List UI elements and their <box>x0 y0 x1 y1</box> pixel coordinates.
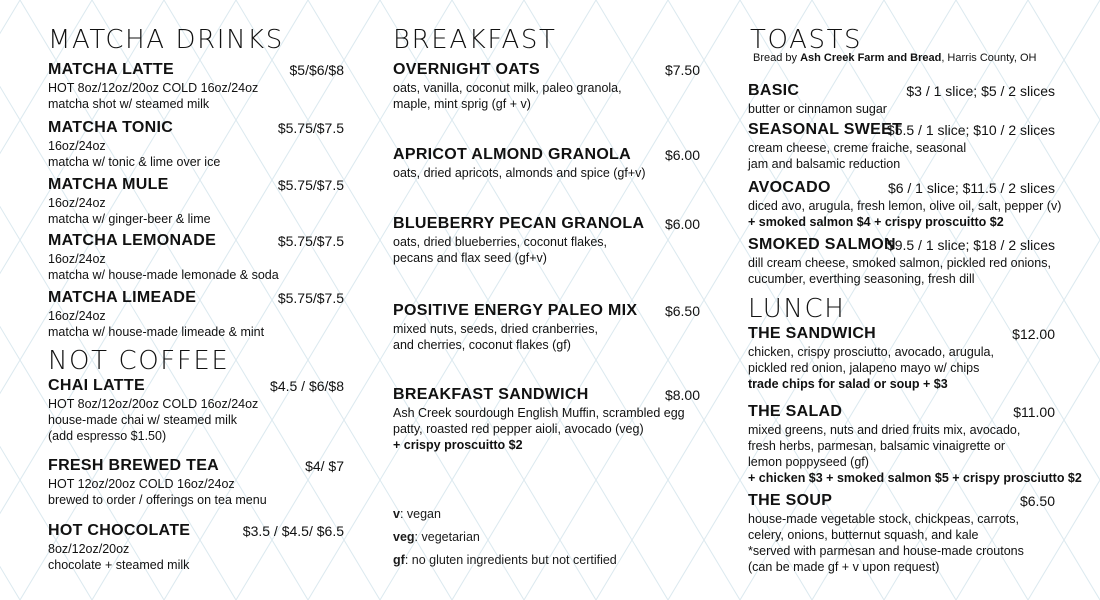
item-description-line: HOT 8oz/12oz/20oz COLD 16oz/24oz <box>48 397 259 411</box>
menu-item-chai-latte <box>48 376 344 444</box>
menu-item-breakfast-sandwich <box>393 385 700 453</box>
item-description-line: celery, onions, butternut squash, and kale <box>748 528 979 542</box>
item-name: MATCHA MULE <box>48 176 169 193</box>
item-price: $6 / 1 slice; $11.5 / 2 slices <box>887 180 1055 196</box>
item-description-line: and cherries, coconut flakes (gf) <box>393 338 571 352</box>
menu-item-matcha-lemonade <box>48 231 344 283</box>
item-description-line: house-made chai w/ steamed milk <box>48 413 237 427</box>
item-price: $5/$6/$8 <box>289 62 344 78</box>
item-price: $3.5 / $4.5/ $6.5 <box>242 523 344 539</box>
item-description-line: oats, vanilla, coconut milk, paleo granola, <box>393 81 622 95</box>
item-name: AVOCADO <box>748 179 831 196</box>
item-name: THE SANDWICH <box>748 325 877 342</box>
item-name: SEASONAL SWEET <box>748 121 903 138</box>
item-name: THE SALAD <box>748 403 843 420</box>
item-name: FRESH BREWED TEA <box>48 457 220 474</box>
item-header <box>748 324 1055 344</box>
item-price: $6.00 <box>664 147 700 163</box>
item-header <box>48 521 344 541</box>
item-description-line: butter or cinnamon sugar <box>748 102 887 116</box>
item-price: $5.75/$7.5 <box>277 177 344 193</box>
item-name: MATCHA TONIC <box>48 119 174 136</box>
item-name: BREAKFAST SANDWICH <box>393 386 589 403</box>
bread-credit-suffix: , Harris County, OH <box>941 52 1037 64</box>
item-price: $5.75/$7.5 <box>277 120 344 136</box>
item-name: MATCHA LEMONADE <box>48 232 217 249</box>
item-price: $4/ $7 <box>305 458 344 474</box>
item-description-line: 16oz/24oz <box>48 139 106 153</box>
menu-item-hot-chocolate <box>48 521 344 573</box>
item-name: SMOKED SALMON <box>748 236 896 253</box>
pattern-line <box>0 0 20 600</box>
item-description-line: (add espresso $1.50) <box>48 429 167 443</box>
menu-item-fresh-brewed-tea <box>48 456 344 508</box>
item-price: $6.50 <box>664 303 700 319</box>
item-header <box>393 145 700 165</box>
section-title-matcha-drinks: MATCHA DRINKS <box>48 25 284 55</box>
item-name: APRICOT ALMOND GRANOLA <box>393 146 631 163</box>
item-description-line: chocolate + steamed milk <box>48 558 190 572</box>
item-description-line: 16oz/24oz <box>48 309 106 323</box>
menu-item-smoked-salmon <box>748 235 1055 287</box>
item-description-line: mixed nuts, seeds, dried cranberries, <box>393 322 598 336</box>
right-column <box>748 0 1082 600</box>
item-description-line: HOT 12oz/20oz COLD 16oz/24oz <box>48 477 235 491</box>
item-header <box>748 491 1055 511</box>
item-description-line: oats, dried blueberries, coconut flakes, <box>393 235 608 249</box>
toasts-bread-credit <box>753 52 1036 64</box>
item-description-line: diced avo, arugula, fresh lemon, olive oil, salt, pepper (v) <box>748 199 1062 213</box>
legend-description: : no gluten ingredients but not certified <box>404 553 617 567</box>
item-name: POSITIVE ENERGY PALEO MIX <box>393 302 638 319</box>
item-add-on: + crispy proscuitto $2 <box>393 438 523 452</box>
item-header <box>748 235 1055 255</box>
item-description-line: maple, mint sprig (gf + v) <box>393 97 531 111</box>
menu-item-the-salad <box>748 402 1082 486</box>
item-header <box>48 288 344 308</box>
item-description-line: mixed greens, nuts and dried fruits mix, avocado, <box>748 423 1021 437</box>
item-price: $6.50 <box>1019 493 1055 509</box>
item-header <box>48 118 344 138</box>
item-price: $5.75/$7.5 <box>277 233 344 249</box>
item-description-line: matcha w/ house-made lemonade & soda <box>48 268 279 282</box>
menu-item-positive-energy-paleo-mix <box>393 301 700 353</box>
section-title-lunch: LUNCH <box>748 294 846 324</box>
item-header <box>748 402 1055 422</box>
item-description-line: pecans and flax seed (gf+v) <box>393 251 547 265</box>
item-description-line: matcha w/ house-made limeade & mint <box>48 325 265 339</box>
item-description-line: matcha w/ tonic & lime over ice <box>48 155 221 169</box>
item-description-line: 16oz/24oz <box>48 252 106 266</box>
section-title-not-coffee: NOT COFFEE <box>48 346 230 376</box>
bread-credit-prefix: Bread by <box>753 52 801 64</box>
item-description-line: cucumber, everthing seasoning, fresh dill <box>748 272 975 286</box>
item-price: $5.75/$7.5 <box>277 290 344 306</box>
pattern-line <box>0 0 20 600</box>
bread-credit-bakery: Ash Creek Farm and Bread <box>800 52 942 64</box>
item-add-on: + chicken $3 + smoked salmon $5 + crispy prosciutto $2 <box>748 471 1082 485</box>
menu-item-overnight-oats <box>393 60 700 112</box>
item-description-line: HOT 8oz/12oz/20oz COLD 16oz/24oz <box>48 81 259 95</box>
item-name: OVERNIGHT OATS <box>393 61 541 78</box>
item-description-line: house-made vegetable stock, chickpeas, carrots, <box>748 512 1019 526</box>
item-description-line: fresh herbs, parmesan, balsamic vinaigrette or <box>748 439 1006 453</box>
item-name: BLUEBERRY PECAN GRANOLA <box>393 215 645 232</box>
legend-description: : vegan <box>399 507 441 521</box>
item-add-on: trade chips for salad or soup + $3 <box>748 377 948 391</box>
item-name: CHAI LATTE <box>48 377 145 394</box>
item-price: $9.5 / 1 slice; $18 / 2 slices <box>886 237 1055 253</box>
item-header <box>748 120 1055 140</box>
item-description-line: patty, roasted red pepper aioli, avocado (veg) <box>393 422 644 436</box>
item-header <box>393 385 700 405</box>
item-description-line: jam and balsamic reduction <box>748 157 901 171</box>
item-header <box>393 60 700 80</box>
menu-item-the-sandwich <box>748 324 1055 392</box>
item-price: $8.00 <box>664 387 700 403</box>
item-description-line: Ash Creek sourdough English Muffin, scrambled egg <box>393 406 685 420</box>
menu-item-matcha-limeade <box>48 288 344 340</box>
menu-item-blueberry-pecan-granola <box>393 214 700 266</box>
item-header <box>393 214 700 234</box>
item-description-line: 8oz/12oz/20oz <box>48 542 130 556</box>
menu-item-seasonal-sweet <box>748 120 1055 172</box>
item-header <box>48 175 344 195</box>
legend-key: veg <box>393 530 415 544</box>
item-name: THE SOUP <box>748 492 833 509</box>
legend-description: : vegetarian <box>414 530 480 544</box>
item-price: $7.50 <box>664 62 700 78</box>
item-price: $12.00 <box>1012 326 1055 342</box>
item-name: MATCHA LATTE <box>48 61 174 78</box>
item-description-line: matcha w/ ginger-beer & lime <box>48 212 211 226</box>
item-price: $11.00 <box>1013 404 1055 420</box>
item-description-line: pickled red onion, jalapeno mayo w/ chips <box>748 361 980 375</box>
left-column <box>48 0 344 600</box>
item-header <box>48 456 344 476</box>
menu-item-avocado <box>748 178 1062 230</box>
legend-entry-veg <box>393 530 480 544</box>
item-add-on: + smoked salmon $4 + crispy proscuitto $2 <box>748 215 1004 229</box>
legend-key: v <box>393 507 400 521</box>
item-description-line: dill cream cheese, smoked salmon, pickled red onions, <box>748 256 1051 270</box>
item-price: $6.00 <box>664 216 700 232</box>
item-description-line: chicken, crispy prosciutto, avocado, arugula, <box>748 345 994 359</box>
item-description-line: cream cheese, creme fraiche, seasonal <box>748 141 967 155</box>
item-description-line: oats, dried apricots, almonds and spice (gf+v) <box>393 166 646 180</box>
item-name: MATCHA LIMEADE <box>48 289 197 306</box>
section-title-toasts: TOASTS <box>750 25 863 55</box>
item-description-line: 16oz/24oz <box>48 196 106 210</box>
item-name: HOT CHOCOLATE <box>48 522 191 539</box>
item-header <box>48 231 344 251</box>
item-description-line: *served with parmesan and house-made croutons <box>748 544 1024 558</box>
item-description-line: lemon poppyseed (gf) <box>748 455 869 469</box>
item-header <box>393 301 700 321</box>
item-description-line: matcha shot w/ steamed milk <box>48 97 210 111</box>
middle-column <box>393 0 700 600</box>
item-price: $3 / 1 slice; $5 / 2 slices <box>906 83 1055 99</box>
section-title-breakfast: BREAKFAST <box>393 25 557 55</box>
item-name: BASIC <box>748 82 800 99</box>
menu-item-matcha-tonic <box>48 118 344 170</box>
legend-key: gf <box>393 553 405 567</box>
item-description-line: brewed to order / offerings on tea menu <box>48 493 267 507</box>
menu-item-matcha-latte <box>48 60 344 112</box>
menu-item-basic <box>748 81 1055 117</box>
menu-item-apricot-almond-granola <box>393 145 700 181</box>
item-header <box>748 81 1055 101</box>
legend-entry-v <box>393 507 441 521</box>
item-price: $5.5 / 1 slice; $10 / 2 slices <box>886 122 1055 138</box>
item-header <box>48 60 344 80</box>
item-header <box>748 178 1055 198</box>
menu-item-matcha-mule <box>48 175 344 227</box>
item-price: $4.5 / $6/$8 <box>270 378 344 394</box>
legend-entry-gf <box>393 553 617 567</box>
item-header <box>48 376 344 396</box>
item-description-line: (can be made gf + v upon request) <box>748 560 940 574</box>
menu-item-the-soup <box>748 491 1055 575</box>
